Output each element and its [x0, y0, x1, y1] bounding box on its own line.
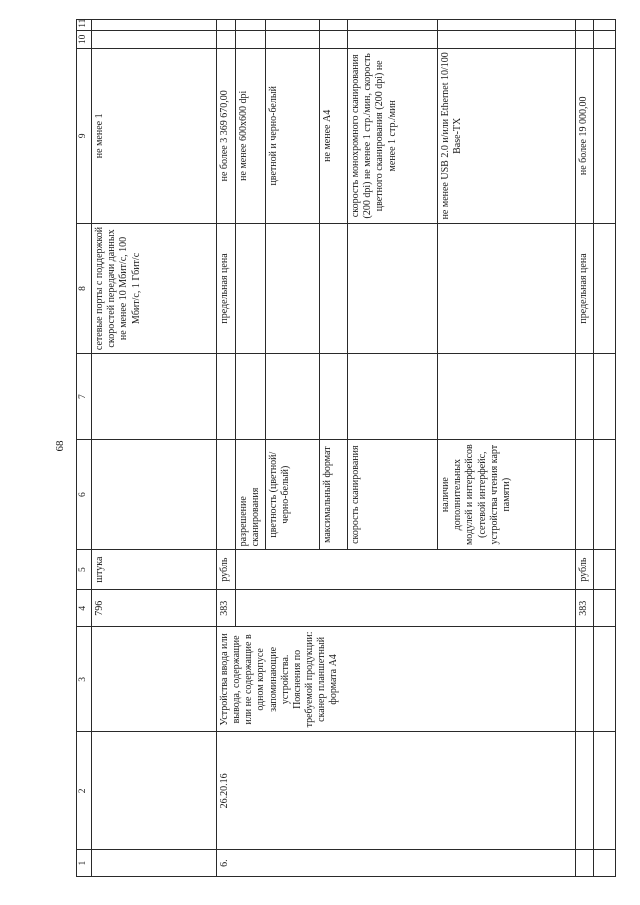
cell [236, 223, 266, 354]
table-row-blank [594, 20, 616, 877]
characteristic-name: наличие дополнительных модулей и интерфейсов (сетевой интерфейс, устройства чтения карт памяти) [438, 439, 576, 549]
cell [438, 20, 576, 31]
col-number: 3 [77, 627, 92, 732]
cell [576, 354, 594, 440]
cell [594, 49, 616, 224]
cell [348, 30, 438, 48]
col-number: 10 [77, 30, 92, 48]
cell [576, 850, 594, 877]
cell [92, 732, 217, 850]
unit-name: рубль [216, 550, 235, 590]
characteristic-name: разрешение сканирования [236, 439, 266, 549]
characteristic-value: скорость монохромного сканирования (200 dpi) не менее 1 стр./мин, скорость цветного сканирования (200 dpi) не менее 1 стр./мин [348, 49, 438, 224]
cell [216, 30, 235, 48]
cell [92, 627, 217, 732]
cell [216, 354, 235, 440]
cell [576, 627, 594, 732]
cell [92, 850, 217, 877]
col-number: 8 [77, 223, 92, 354]
okei-code: 383 [216, 589, 235, 626]
characteristic-name: максимальный формат [320, 439, 348, 549]
cell [594, 20, 616, 31]
item-name: Устройства ввода или вывода, содержащие или не содержащие в одном корпусе запоминающие устройства. Пояснения по требуемой продукции: сканер планшетный формата А4 [216, 627, 575, 732]
cell [320, 354, 348, 440]
price-value: не более 3 369 670,00 [216, 49, 235, 224]
col-number: 1 [77, 850, 92, 877]
cell [216, 20, 235, 31]
col-number: 4 [77, 589, 92, 626]
col-number: 11 [77, 20, 92, 31]
table-row-final-price [576, 20, 594, 877]
requirement-value: не менее 1 [92, 49, 217, 224]
cell [348, 20, 438, 31]
cell [594, 850, 616, 877]
col-number: 6 [77, 439, 92, 549]
cell [438, 223, 576, 354]
cell [438, 354, 576, 440]
cell [236, 30, 266, 48]
cell [576, 30, 594, 48]
cell [348, 223, 438, 354]
okpd-code: 26.20.16 [216, 732, 575, 850]
characteristic-name: скорость сканирования [348, 439, 438, 549]
cell [92, 20, 217, 31]
price-value: не более 19 000,00 [576, 49, 594, 224]
cell [92, 30, 217, 48]
table-row-previous [92, 20, 217, 877]
cell [236, 550, 576, 590]
characteristic-value: не менее А4 [320, 49, 348, 224]
cell [576, 439, 594, 549]
cell [216, 439, 235, 549]
cell [92, 354, 217, 440]
rotated-table-wrapper [76, 19, 616, 877]
requirements-table [76, 19, 616, 877]
cell [236, 20, 266, 31]
col-number: 7 [77, 354, 92, 440]
cell [594, 439, 616, 549]
item-number: 6. [216, 850, 575, 877]
characteristic-value: сетевые порты с поддержкой скоростей передачи данных не менее 10 Мбит/с, 100 Мбит/с, 1 Гбит/с [92, 223, 217, 354]
cell [320, 20, 348, 31]
unit-name: штука [92, 550, 217, 590]
cell [266, 20, 320, 31]
cell [266, 354, 320, 440]
cell [576, 20, 594, 31]
col-number: 2 [77, 732, 92, 850]
cell [576, 732, 594, 850]
characteristic-value: не менее 600х600 dpi [236, 49, 266, 224]
cell [236, 354, 266, 440]
cell [320, 223, 348, 354]
cell [594, 732, 616, 850]
page-number: 68 [54, 440, 66, 452]
price-label: предельная цена [216, 223, 235, 354]
cell [236, 589, 576, 626]
cell [594, 30, 616, 48]
okei-code: 383 [576, 589, 594, 626]
price-label: предельная цена [576, 223, 594, 354]
cell [594, 589, 616, 626]
cell [320, 30, 348, 48]
table-row-item [216, 20, 235, 877]
characteristic-value: цветной и черно-белый [266, 49, 320, 224]
cell [92, 439, 217, 549]
col-number: 5 [77, 550, 92, 590]
okei-code: 796 [92, 589, 217, 626]
characteristic-name: цветность (цветной/ черно-белый) [266, 439, 320, 549]
cell [594, 223, 616, 354]
column-number-row [77, 20, 92, 877]
cell [594, 354, 616, 440]
cell [594, 550, 616, 590]
cell [266, 30, 320, 48]
cell [438, 30, 576, 48]
unit-name: рубль [576, 550, 594, 590]
col-number: 9 [77, 49, 92, 224]
cell [594, 627, 616, 732]
characteristic-value: не менее USB 2.0 и/или Ethernet 10/100 Base-TX [438, 49, 576, 224]
cell [348, 354, 438, 440]
cell [266, 223, 320, 354]
